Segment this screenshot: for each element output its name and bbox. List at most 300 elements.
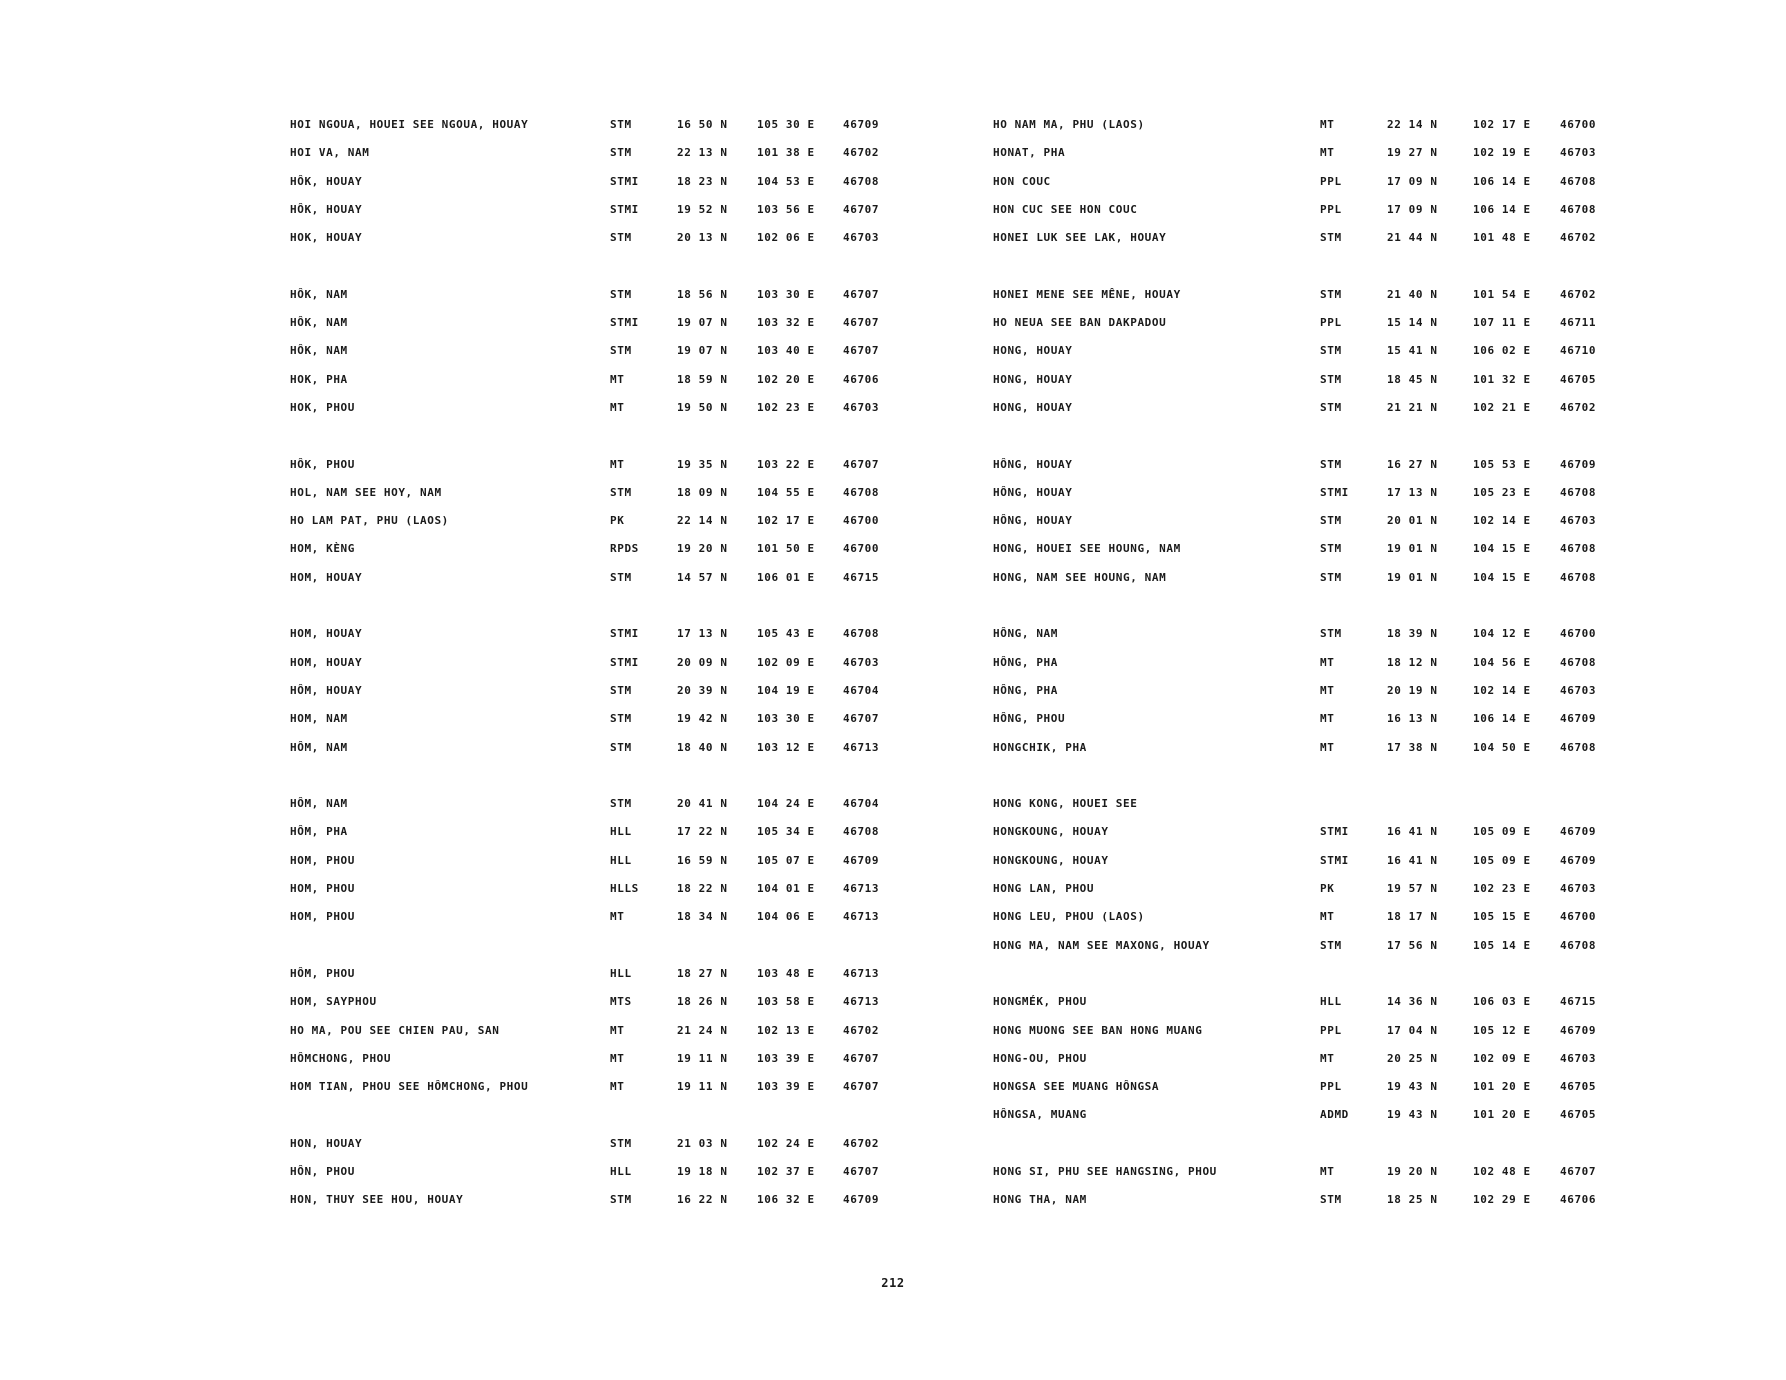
- entry-name: HOL, NAM SEE HOY, NAM: [290, 485, 442, 499]
- entry-latitude: 20 13 N: [677, 231, 728, 245]
- entry-name: HOK, PHA: [290, 372, 348, 386]
- entry-longitude: 102 06 E: [757, 231, 815, 245]
- entry-type: HLL: [610, 825, 632, 839]
- entry-type: STM: [610, 146, 632, 160]
- entry-name: HONAT, PHA: [993, 146, 1066, 160]
- entry-latitude: 16 27 N: [1387, 457, 1438, 471]
- entry-type: STM: [610, 118, 632, 131]
- entry-map-sheet: 46713: [843, 995, 880, 1009]
- entry-name: HONEI LUK SEE LAK, HOUAY: [993, 231, 1167, 245]
- entry-type: STM: [610, 712, 632, 726]
- entry-latitude: 15 41 N: [1387, 344, 1438, 358]
- entry-name: HOM, PHOU: [290, 853, 356, 867]
- entry-latitude: 19 01 N: [1387, 570, 1438, 584]
- entry-map-sheet: 46708: [843, 627, 880, 641]
- entry-type: PPL: [1320, 202, 1342, 216]
- entry-type: MT: [1320, 712, 1335, 726]
- entry-type: STM: [610, 287, 632, 301]
- entry-latitude: 19 18 N: [677, 1164, 728, 1178]
- entry-map-sheet: 46706: [843, 372, 880, 386]
- entry-map-sheet: 46703: [1560, 1051, 1597, 1065]
- entry-map-sheet: 46713: [843, 740, 880, 754]
- entry-type: MT: [1320, 1051, 1335, 1065]
- entry-latitude: 19 43 N: [1387, 1108, 1438, 1122]
- entry-latitude: 18 17 N: [1387, 910, 1438, 924]
- entry-latitude: 17 22 N: [677, 825, 728, 839]
- entry-latitude: 19 52 N: [677, 202, 728, 216]
- gazetteer-entry: [993, 1108, 1613, 1136]
- entry-name: HONG, HOUEI SEE HOUNG, NAM: [993, 542, 1181, 556]
- entry-latitude: 18 56 N: [677, 287, 728, 301]
- entry-latitude: 16 41 N: [1387, 825, 1438, 839]
- entry-longitude: 101 20 E: [1473, 1080, 1531, 1094]
- entry-type: MT: [1320, 655, 1335, 669]
- entry-map-sheet: 46711: [1560, 316, 1597, 330]
- entry-name: HÔN, PHOU: [290, 1164, 356, 1178]
- gazetteer-entry: [290, 910, 910, 938]
- entry-longitude: 104 50 E: [1473, 740, 1531, 754]
- gazetteer-entry: [290, 1024, 910, 1052]
- entry-name: HÔK, PHOU: [290, 457, 356, 471]
- entry-type: PPL: [1320, 1080, 1342, 1094]
- entry-map-sheet: 46709: [1560, 825, 1597, 839]
- entry-latitude: 19 01 N: [1387, 542, 1438, 556]
- entry-latitude: 14 36 N: [1387, 995, 1438, 1009]
- entry-type: STMI: [610, 316, 639, 330]
- entry-map-sheet: 46703: [1560, 514, 1597, 528]
- entry-map-sheet: 46702: [843, 1136, 880, 1150]
- entry-name: HOK, HOUAY: [290, 231, 363, 245]
- entry-type: STM: [610, 485, 632, 499]
- entry-map-sheet: 46707: [843, 457, 880, 471]
- gazetteer-entry: [993, 882, 1613, 910]
- gazetteer-entry: [290, 514, 910, 542]
- entry-map-sheet: 46703: [843, 655, 880, 669]
- entry-type: MT: [1320, 683, 1335, 697]
- entry-longitude: 101 38 E: [757, 146, 815, 160]
- entry-longitude: 101 54 E: [1473, 287, 1531, 301]
- entry-name: HONG THA, NAM: [993, 1193, 1087, 1207]
- entry-map-sheet: 46700: [1560, 627, 1597, 641]
- entry-latitude: 19 35 N: [677, 457, 728, 471]
- entry-latitude: 19 20 N: [1387, 1164, 1438, 1178]
- entry-name: HÔM, PHA: [290, 825, 348, 839]
- gazetteer-entry: [993, 231, 1613, 259]
- entry-map-sheet: 46702: [1560, 231, 1597, 245]
- entry-longitude: 102 37 E: [757, 1164, 815, 1178]
- entry-name: HÔNG, HOUAY: [993, 485, 1073, 499]
- entry-map-sheet: 46708: [843, 825, 880, 839]
- entry-name: HOI VA, NAM: [290, 146, 370, 160]
- entry-map-sheet: 46707: [843, 202, 880, 216]
- gazetteer-entry: [290, 1080, 910, 1108]
- entry-longitude: 104 55 E: [757, 485, 815, 499]
- entry-latitude: 20 39 N: [677, 683, 728, 697]
- entry-name: HÔNG, PHA: [993, 655, 1059, 669]
- gazetteer-entry: [993, 571, 1613, 599]
- gazetteer-entry: [290, 288, 910, 316]
- entry-longitude: 103 30 E: [757, 287, 815, 301]
- entry-name: HON COUC: [993, 174, 1051, 188]
- entry-latitude: 18 25 N: [1387, 1193, 1438, 1207]
- gazetteer-entry: [290, 571, 910, 599]
- entry-latitude: 19 42 N: [677, 712, 728, 726]
- entry-name: HÔK, NAM: [290, 287, 348, 301]
- entry-latitude: 18 09 N: [677, 485, 728, 499]
- gazetteer-entry: [993, 825, 1613, 853]
- entry-latitude: 20 41 N: [677, 797, 728, 811]
- entry-latitude: 14 57 N: [677, 570, 728, 584]
- entry-longitude: 102 23 E: [1473, 882, 1531, 896]
- entry-type: STM: [1320, 627, 1342, 641]
- spacer-row: [290, 259, 910, 287]
- entry-longitude: 102 21 E: [1473, 400, 1531, 414]
- entry-longitude: 104 53 E: [757, 174, 815, 188]
- entry-map-sheet: 46702: [843, 1023, 880, 1037]
- entry-latitude: 16 22 N: [677, 1193, 728, 1207]
- entry-longitude: 104 01 E: [757, 882, 815, 896]
- entry-name: HO MA, POU SEE CHIEN PAU, SAN: [290, 1023, 500, 1037]
- entry-latitude: 19 07 N: [677, 316, 728, 330]
- entry-longitude: 101 50 E: [757, 542, 815, 556]
- entry-type: STMI: [1320, 825, 1349, 839]
- entry-longitude: 102 14 E: [1473, 683, 1531, 697]
- entry-map-sheet: 46700: [843, 514, 880, 528]
- entry-latitude: 19 27 N: [1387, 146, 1438, 160]
- gazetteer-entry: [290, 401, 910, 429]
- entry-longitude: 105 53 E: [1473, 457, 1531, 471]
- entry-longitude: 105 07 E: [757, 853, 815, 867]
- entry-latitude: 18 39 N: [1387, 627, 1438, 641]
- entry-longitude: 102 23 E: [757, 400, 815, 414]
- entry-longitude: 103 39 E: [757, 1080, 815, 1094]
- entry-map-sheet: 46713: [843, 882, 880, 896]
- entry-name: HÔNG, NAM: [993, 627, 1059, 641]
- entry-type: STM: [1320, 372, 1342, 386]
- gazetteer-entry: [290, 712, 910, 740]
- entry-type: PPL: [1320, 316, 1342, 330]
- spacer-row: [993, 769, 1613, 797]
- entry-name: HONG LEU, PHOU (LAOS): [993, 910, 1145, 924]
- entry-map-sheet: 46709: [1560, 457, 1597, 471]
- entry-type: STM: [1320, 514, 1342, 528]
- entry-type: MTS: [610, 995, 632, 1009]
- entry-map-sheet: 46715: [843, 570, 880, 584]
- entry-name: HONG MUONG SEE BAN HONG MUANG: [993, 1023, 1203, 1037]
- entry-latitude: 21 03 N: [677, 1136, 728, 1150]
- entry-name: HOM, HOUAY: [290, 570, 363, 584]
- entry-type: MT: [610, 1023, 625, 1037]
- entry-name: HO NAM MA, PHU (LAOS): [993, 118, 1145, 131]
- entry-latitude: 18 40 N: [677, 740, 728, 754]
- entry-type: STM: [610, 344, 632, 358]
- entry-map-sheet: 46702: [843, 146, 880, 160]
- entry-type: PK: [1320, 882, 1335, 896]
- gazetteer-entry: [993, 656, 1613, 684]
- entry-type: STMI: [610, 174, 639, 188]
- entry-type: STM: [1320, 400, 1342, 414]
- gazetteer-entry: [290, 175, 910, 203]
- entry-longitude: 106 02 E: [1473, 344, 1531, 358]
- entry-longitude: 104 19 E: [757, 683, 815, 697]
- entry-type: STMI: [610, 202, 639, 216]
- entry-name: HOK, PHOU: [290, 400, 356, 414]
- entry-type: PPL: [1320, 174, 1342, 188]
- gazetteer-entry: [290, 967, 910, 995]
- entry-name: HO NEUA SEE BAN DAKPADOU: [993, 316, 1167, 330]
- entry-latitude: 21 40 N: [1387, 287, 1438, 301]
- entry-map-sheet: 46704: [843, 683, 880, 697]
- gazetteer-entry: [993, 910, 1613, 938]
- spacer-row: [290, 939, 910, 967]
- entry-latitude: 17 38 N: [1387, 740, 1438, 754]
- entry-name: HONG, HOUAY: [993, 344, 1073, 358]
- entry-map-sheet: 46709: [1560, 712, 1597, 726]
- entry-map-sheet: 46707: [843, 1164, 880, 1178]
- entry-latitude: 21 21 N: [1387, 400, 1438, 414]
- spacer-row: [993, 429, 1613, 457]
- entry-name: HON, HOUAY: [290, 1136, 363, 1150]
- entry-latitude: 16 50 N: [677, 118, 728, 131]
- gazetteer-entry: [290, 656, 910, 684]
- spacer-row: [993, 967, 1613, 995]
- entry-name: HÔMCHONG, PHOU: [290, 1051, 392, 1065]
- entry-name: HÔK, HOUAY: [290, 202, 363, 216]
- entry-longitude: 102 09 E: [1473, 1051, 1531, 1065]
- spacer-row: [290, 1108, 910, 1136]
- entry-longitude: 103 22 E: [757, 457, 815, 471]
- entry-type: STM: [610, 1136, 632, 1150]
- entry-type: STM: [1320, 938, 1342, 952]
- entry-latitude: 17 04 N: [1387, 1023, 1438, 1037]
- entry-map-sheet: 46707: [1560, 1164, 1597, 1178]
- entry-map-sheet: 46715: [1560, 995, 1597, 1009]
- entry-map-sheet: 46703: [843, 231, 880, 245]
- entry-type: MT: [1320, 118, 1335, 131]
- entry-name: HÔM, NAM: [290, 797, 348, 811]
- gazetteer-entry: [290, 684, 910, 712]
- entry-type: MT: [610, 372, 625, 386]
- gazetteer-entry: [290, 1193, 910, 1221]
- entry-name: HONG MA, NAM SEE MAXONG, HOUAY: [993, 938, 1210, 952]
- entry-latitude: 20 01 N: [1387, 514, 1438, 528]
- entry-name: HONGKOUNG, HOUAY: [993, 853, 1109, 867]
- entry-type: STM: [610, 570, 632, 584]
- gazetteer-entry: [993, 288, 1613, 316]
- entry-name: HÔNG, PHOU: [993, 712, 1066, 726]
- gazetteer-entry: [290, 542, 910, 570]
- entry-name: HOM, PHOU: [290, 910, 356, 924]
- entry-longitude: 103 48 E: [757, 966, 815, 980]
- entry-type: STM: [1320, 344, 1342, 358]
- entry-map-sheet: 46708: [1560, 740, 1597, 754]
- entry-name: HONGSA SEE MUANG HÔNGSA: [993, 1080, 1160, 1094]
- gazetteer-entry: [993, 1193, 1613, 1221]
- entry-name: HON CUC SEE HON COUC: [993, 202, 1138, 216]
- gazetteer-entry: [290, 203, 910, 231]
- entry-longitude: 105 43 E: [757, 627, 815, 641]
- entry-longitude: 104 06 E: [757, 910, 815, 924]
- entry-longitude: 102 14 E: [1473, 514, 1531, 528]
- entry-name: HOM, PHOU: [290, 882, 356, 896]
- entry-longitude: 102 20 E: [757, 372, 815, 386]
- entry-map-sheet: 46709: [1560, 853, 1597, 867]
- gazetteer-entry: [290, 231, 910, 259]
- entry-name: HONG, HOUAY: [993, 400, 1073, 414]
- entry-longitude: 107 11 E: [1473, 316, 1531, 330]
- entry-map-sheet: 46700: [843, 542, 880, 556]
- entry-latitude: 15 14 N: [1387, 316, 1438, 330]
- entry-longitude: 104 15 E: [1473, 542, 1531, 556]
- entry-map-sheet: 46707: [843, 316, 880, 330]
- entry-type: MT: [610, 1080, 625, 1094]
- entry-map-sheet: 46703: [1560, 146, 1597, 160]
- entry-type: STM: [610, 797, 632, 811]
- entry-latitude: 18 23 N: [677, 174, 728, 188]
- entry-map-sheet: 46708: [1560, 174, 1597, 188]
- entry-name: HÔM, HOUAY: [290, 683, 363, 697]
- gazetteer-entry: [993, 203, 1613, 231]
- gazetteer-entry: [290, 486, 910, 514]
- entry-map-sheet: 46708: [843, 174, 880, 188]
- spacer-row: [993, 599, 1613, 627]
- entry-longitude: 102 13 E: [757, 1023, 815, 1037]
- entry-longitude: 106 03 E: [1473, 995, 1531, 1009]
- gazetteer-entry: [993, 486, 1613, 514]
- gazetteer-entry: [290, 316, 910, 344]
- entry-type: HLL: [1320, 995, 1342, 1009]
- entry-type: MT: [1320, 740, 1335, 754]
- entry-map-sheet: 46709: [1560, 1023, 1597, 1037]
- entry-latitude: 17 13 N: [1387, 485, 1438, 499]
- entry-name: HÔNGSA, MUANG: [993, 1108, 1087, 1122]
- entry-name: HOM, NAM: [290, 712, 348, 726]
- entry-map-sheet: 46703: [843, 400, 880, 414]
- gazetteer-entry: [290, 373, 910, 401]
- entry-latitude: 17 09 N: [1387, 174, 1438, 188]
- gazetteer-entry: [993, 514, 1613, 542]
- entry-longitude: 102 24 E: [757, 1136, 815, 1150]
- entry-map-sheet: 46705: [1560, 1108, 1597, 1122]
- entry-type: STMI: [1320, 853, 1349, 867]
- entry-longitude: 106 14 E: [1473, 202, 1531, 216]
- left-column: [290, 118, 910, 1222]
- entry-longitude: 105 09 E: [1473, 825, 1531, 839]
- gazetteer-entry: [290, 1165, 910, 1193]
- entry-longitude: 103 39 E: [757, 1051, 815, 1065]
- entry-name: HONG, NAM SEE HOUNG, NAM: [993, 570, 1167, 584]
- entry-latitude: 19 07 N: [677, 344, 728, 358]
- entry-latitude: 16 59 N: [677, 853, 728, 867]
- entry-longitude: 103 58 E: [757, 995, 815, 1009]
- entry-type: MT: [1320, 1164, 1335, 1178]
- spacer-row: [993, 259, 1613, 287]
- entry-longitude: 106 14 E: [1473, 174, 1531, 188]
- entry-map-sheet: 46707: [843, 1051, 880, 1065]
- entry-map-sheet: 46710: [1560, 344, 1597, 358]
- entry-longitude: 105 23 E: [1473, 485, 1531, 499]
- entry-map-sheet: 46706: [1560, 1193, 1597, 1207]
- entry-name: HONEI MENE SEE MÊNE, HOUAY: [993, 287, 1181, 301]
- entry-type: PPL: [1320, 1023, 1342, 1037]
- spacer-row: [993, 1137, 1613, 1165]
- entry-longitude: 103 30 E: [757, 712, 815, 726]
- entry-type: RPDS: [610, 542, 639, 556]
- entry-name: HOM, HOUAY: [290, 655, 363, 669]
- entry-map-sheet: 46707: [843, 1080, 880, 1094]
- entry-name: HON, THUY SEE HOU, HOUAY: [290, 1193, 464, 1207]
- gazetteer-entry: [993, 344, 1613, 372]
- spacer-row: [290, 599, 910, 627]
- entry-name: HÔNG, HOUAY: [993, 457, 1073, 471]
- entry-longitude: 101 32 E: [1473, 372, 1531, 386]
- gazetteer-entry: [993, 712, 1613, 740]
- entry-map-sheet: 46709: [843, 1193, 880, 1207]
- entry-longitude: 105 15 E: [1473, 910, 1531, 924]
- entry-name: HOI NGOUA, HOUEI SEE NGOUA, HOUAY: [290, 118, 529, 131]
- gazetteer-entry: [993, 458, 1613, 486]
- entry-name: HOM, SAYPHOU: [290, 995, 377, 1009]
- entry-map-sheet: 46713: [843, 966, 880, 980]
- entry-type: STM: [610, 683, 632, 697]
- entry-name: HOM TIAN, PHOU SEE HÔMCHONG, PHOU: [290, 1080, 529, 1094]
- entry-longitude: 105 34 E: [757, 825, 815, 839]
- gazetteer-entry: [290, 741, 910, 769]
- entry-map-sheet: 46703: [1560, 882, 1597, 896]
- entry-latitude: 18 26 N: [677, 995, 728, 1009]
- entry-longitude: 105 12 E: [1473, 1023, 1531, 1037]
- gazetteer-entry: [993, 995, 1613, 1023]
- entry-name: HOM, HOUAY: [290, 627, 363, 641]
- right-column: [993, 118, 1613, 1222]
- entry-name: HONG LAN, PHOU: [993, 882, 1095, 896]
- entry-latitude: 22 14 N: [677, 514, 728, 528]
- entry-name: HONGKOUNG, HOUAY: [993, 825, 1109, 839]
- entry-type: ADMD: [1320, 1108, 1349, 1122]
- entry-longitude: 102 17 E: [757, 514, 815, 528]
- gazetteer-entry: [993, 797, 1613, 825]
- entry-latitude: 16 41 N: [1387, 853, 1438, 867]
- entry-latitude: 19 50 N: [677, 400, 728, 414]
- entry-name: HONG KONG, HOUEI SEE: [993, 797, 1138, 811]
- gazetteer-entry: [290, 627, 910, 655]
- entry-type: MT: [610, 1051, 625, 1065]
- spacer-row: [290, 429, 910, 457]
- entry-type: HLL: [610, 853, 632, 867]
- gazetteer-entry: [993, 542, 1613, 570]
- entry-latitude: 17 09 N: [1387, 202, 1438, 216]
- entry-name: HÔM, PHOU: [290, 966, 356, 980]
- entry-map-sheet: 46702: [1560, 287, 1597, 301]
- entry-name: HONG SI, PHU SEE HANGSING, PHOU: [993, 1164, 1217, 1178]
- entry-map-sheet: 46707: [843, 344, 880, 358]
- entry-type: STMI: [1320, 485, 1349, 499]
- entry-name: HÔM, NAM: [290, 740, 348, 754]
- entry-longitude: 101 48 E: [1473, 231, 1531, 245]
- gazetteer-entry: [993, 118, 1613, 146]
- entry-name: HÔNG, PHA: [993, 683, 1059, 697]
- entry-type: STMI: [610, 655, 639, 669]
- entry-longitude: 105 14 E: [1473, 938, 1531, 952]
- gazetteer-entry: [993, 741, 1613, 769]
- entry-name: HO LAM PAT, PHU (LAOS): [290, 514, 449, 528]
- entry-type: HLL: [610, 1164, 632, 1178]
- gazetteer-entry: [290, 882, 910, 910]
- entry-longitude: 105 30 E: [757, 118, 815, 131]
- gazetteer-entry: [290, 146, 910, 174]
- entry-map-sheet: 46700: [1560, 118, 1597, 131]
- entry-map-sheet: 46709: [843, 118, 880, 131]
